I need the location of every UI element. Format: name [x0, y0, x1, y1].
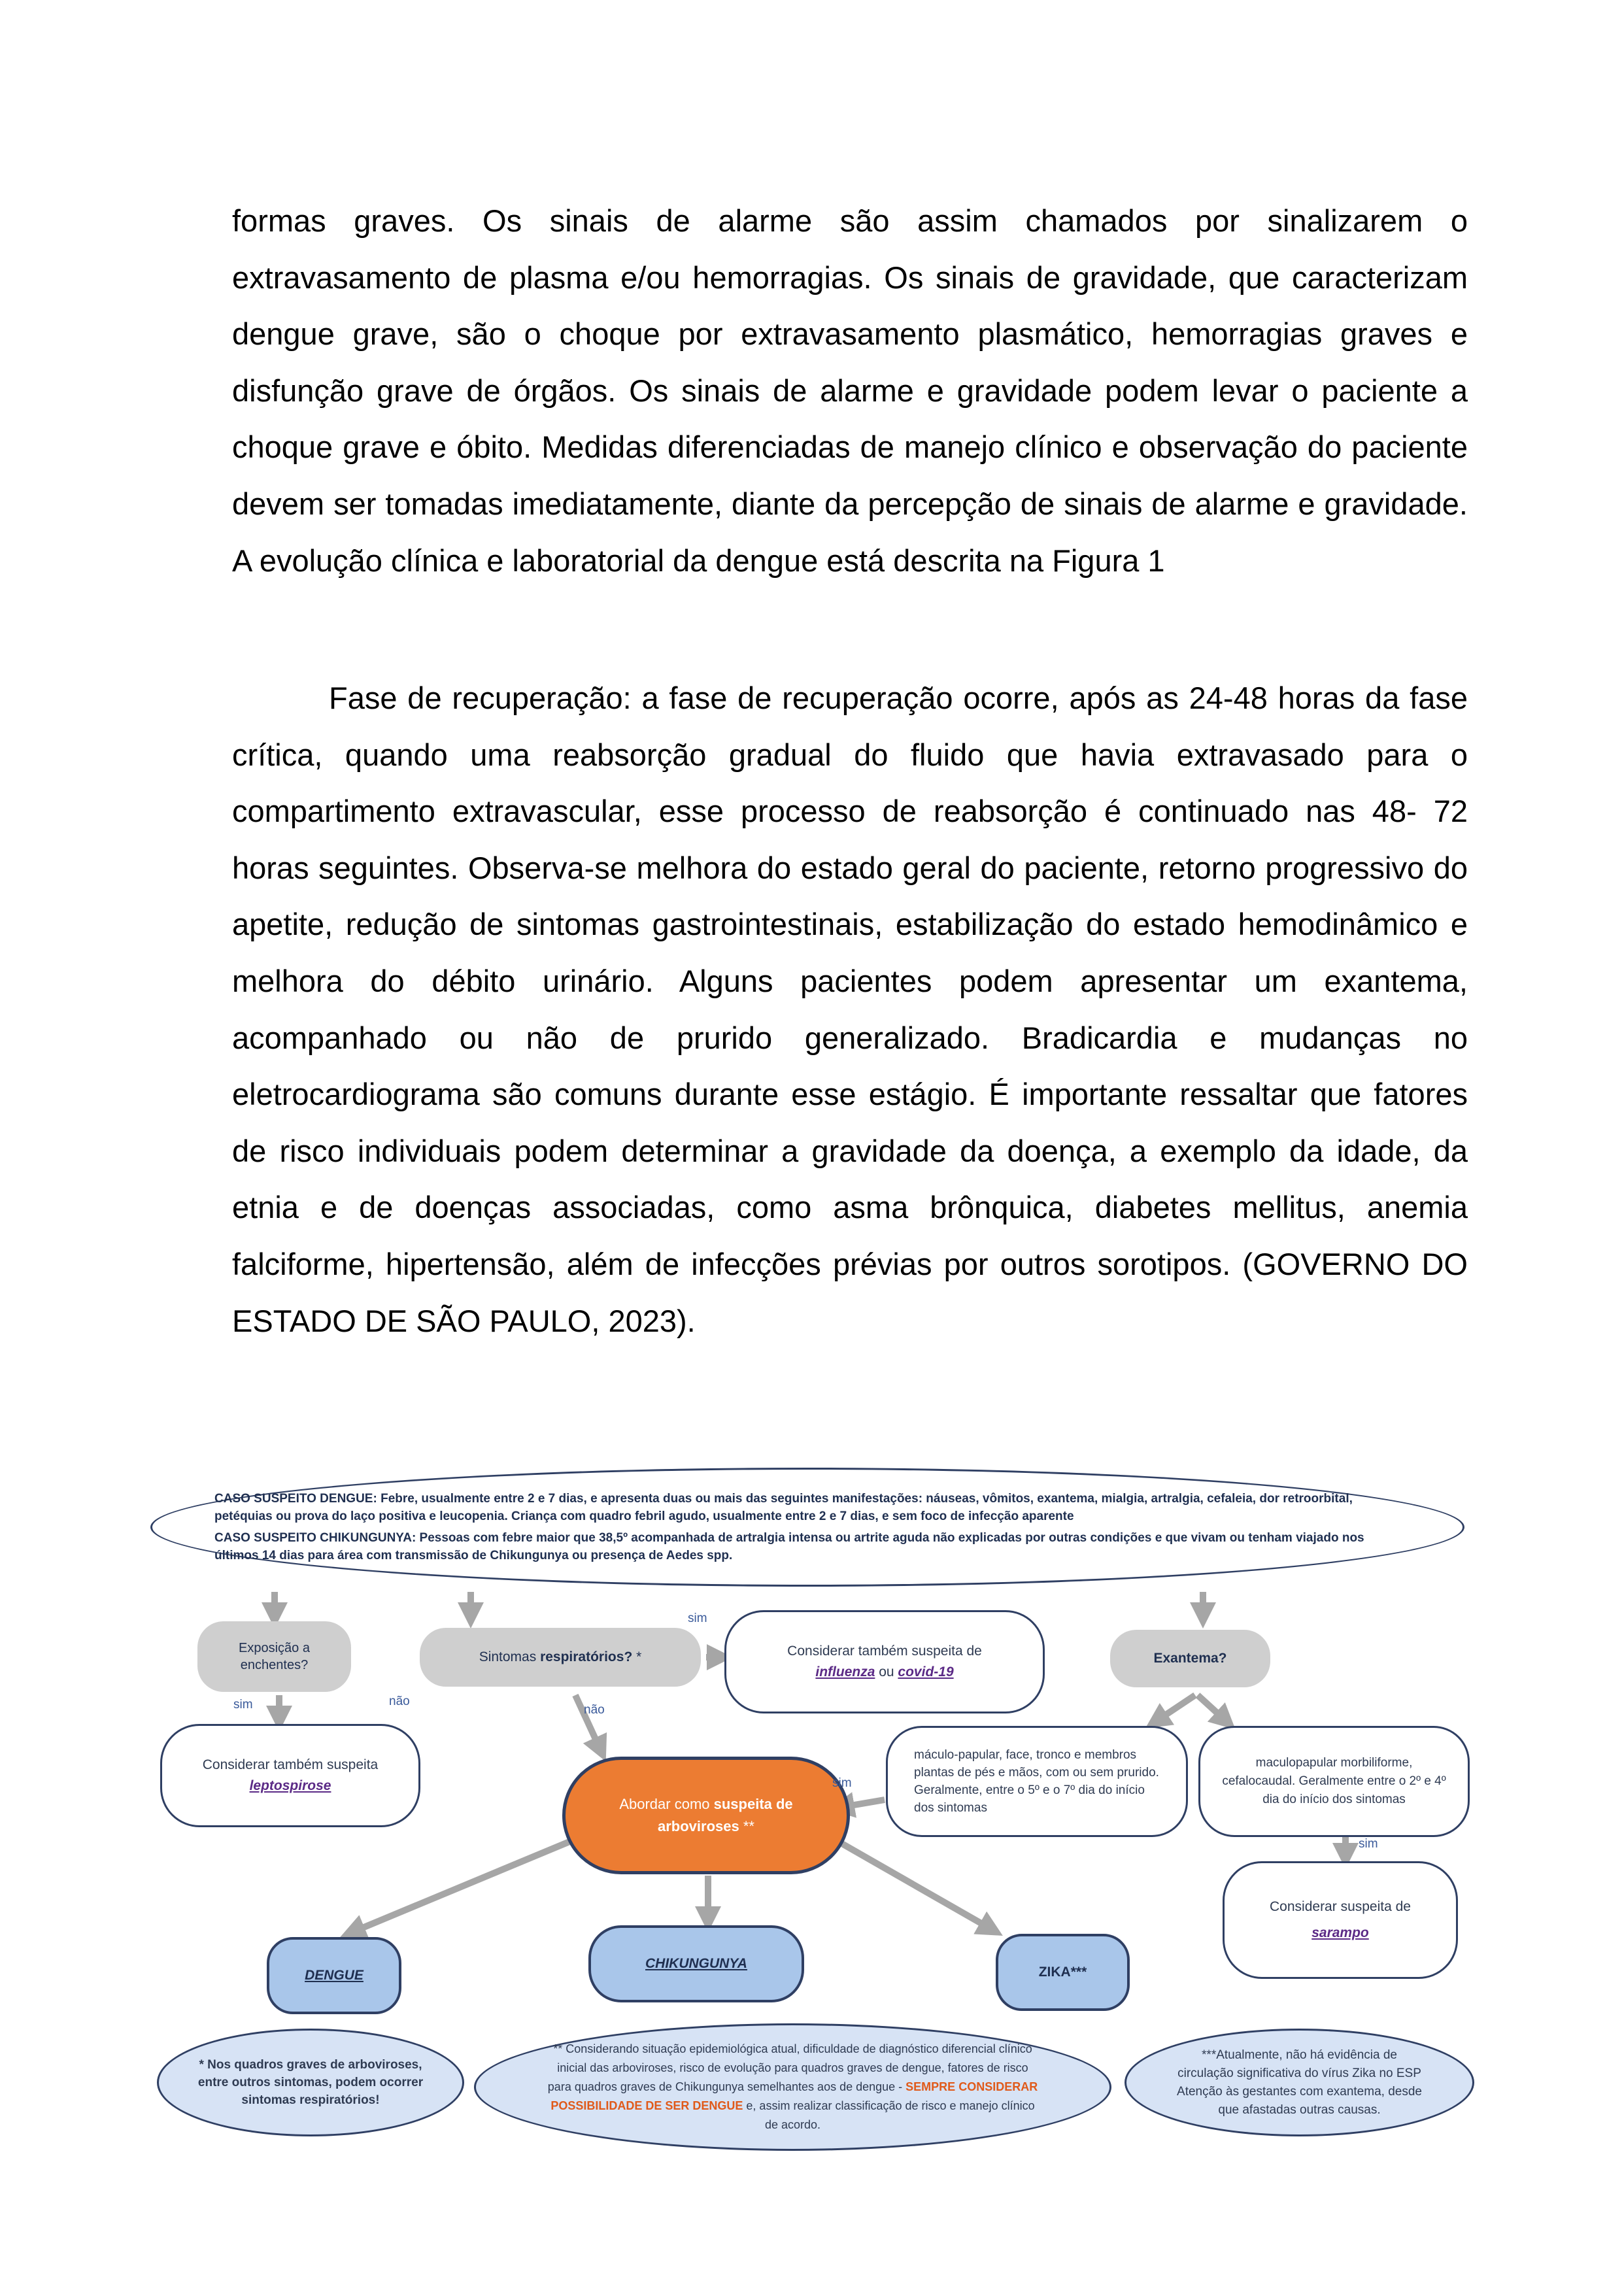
sarampo-link[interactable]: sarampo	[1311, 1925, 1369, 1940]
arrow-abordar-to-zika	[827, 1835, 994, 1931]
sintomas-suffix: *	[632, 1649, 642, 1664]
covid-link[interactable]: covid-19	[898, 1664, 954, 1679]
chikungunya-box	[588, 1925, 804, 2002]
paragraph-2: Fase de recuperação: a fase de recuperação ocorre, após as 24-48 horas da fase crítica, quando uma reabsorção gradual do fluido que havia extravasado para o compartimento extravascular, esse processo de reabsorção é continuado nas 48- 72 horas seguintes. Observa-se melhora do estado geral do paciente, retorno progressivo do apetite, redução de sintomas gastrointestinais, estabilização do estado hemodinâmico e melhora do débito urinário. Alguns pacientes podem apresentar um exantema, acompanhado ou não de prurido generalizado. Bradicardia e mudanças no eletrocardiograma são comuns durante esse estágio. É importante ressaltar que fatores de risco individuais podem determinar a gravidade da doença, a exemplo da idade, da etnia e de doenças associadas, como asma brônquica, diabetes mellitus, anemia falciforme, hipertensão, além de infecções prévias por outros sorotipos. (GOVERNO DO ESTADO DE SÃO PAULO, 2023).	[232, 681, 1468, 1338]
sintomas-text: Sintomas	[479, 1649, 541, 1664]
note-dengue-suffix: e, assim realizar classificação de risco e manejo clínico de acordo.	[743, 2099, 1035, 2131]
label-nao-sintomas: não	[584, 1703, 605, 1717]
exantema-text: Exantema?	[1153, 1651, 1227, 1666]
label-sim-sarampo: sim	[1359, 1837, 1378, 1851]
note-zika	[1125, 2029, 1474, 2136]
influenza-link[interactable]: influenza	[815, 1664, 875, 1679]
lepto-box	[160, 1724, 420, 1827]
abordar-bold: suspeita de arboviroses	[658, 1796, 793, 1834]
arrow-abordar-to-dengue	[350, 1834, 588, 1933]
zika-box	[996, 1934, 1130, 2011]
dengue-case-text: Febre, usualmente entre 2 e 7 dias, e apresenta duas ou mais das seguintes manifestações: náuseas, vômitos, exantema, mialgia, artralgia, cefaleia, dor retroorbital, petéquias ou prova do laço positiva e leucopenia. Criança com quadro febril agudo, usualmente entre 2 e 7 dias, e sem foco de infecção aparente	[214, 1492, 1353, 1523]
arrow-exantema-to-morbili	[1198, 1695, 1228, 1723]
figure-flowchart	[144, 1461, 1484, 2164]
sintomas-bold: respiratórios?	[540, 1649, 633, 1664]
influenza-line1: Considerar também suspeita de	[787, 1644, 982, 1659]
abordar-text: Abordar como	[619, 1796, 714, 1812]
note-dengue-red: SEMPRE CONSIDERAR POSSIBILIDADE DE SER DENGUE	[550, 2080, 1038, 2112]
dengue-case-label: CASO SUSPEITO DENGUE:	[214, 1492, 377, 1506]
label-nao-exposicao: não	[389, 1695, 410, 1708]
abordar-box	[562, 1757, 850, 1874]
lepto-link[interactable]: leptospirose	[249, 1778, 331, 1793]
note-respiratory-text: * Nos quadros graves de arboviroses, entre outros sintomas, podem ocorrer sintomas respiratórios!	[197, 2058, 424, 2107]
abordar-suffix: **	[739, 1818, 754, 1834]
maculo-text: máculo-papular, face, tronco e membros plantas de pés e mãos, com ou sem prurido. Geralmente, entre o 5º e o 7º dia do início dos sintomas	[914, 1748, 1159, 1815]
chik-case-text: Pessoas com febre maior que 38,5º acompanhada de artralgia intensa ou artrite aguda não explicadas por outras condições e que vivam ou tenham viajado nos últimos 14 dias para área com transmissão de Chikungunya ou presença de Aedes spp.	[214, 1531, 1364, 1562]
exposicao-line2: enchentes?	[240, 1658, 309, 1672]
morbili-box	[1198, 1726, 1470, 1837]
maculo-box	[886, 1726, 1188, 1837]
note-dengue-text: ** Considerando situação epidemiológica atual, dificuldade de diagnóstico diferencial clínico inicial das arboviroses, risco de evolução para quadros graves de dengue, fatores de risco para quadros graves de Chikungunya semelhantes aos de dengue -	[547, 2042, 1032, 2093]
exposicao-line1: Exposição a	[239, 1641, 310, 1655]
sarampo-box	[1223, 1861, 1458, 1979]
label-sim-maculo: sim	[832, 1776, 852, 1790]
sarampo-line1: Considerar suspeita de	[1270, 1899, 1411, 1914]
exantema-box	[1110, 1630, 1270, 1687]
zika-label: ZIKA***	[1038, 1965, 1087, 1980]
dengue-label: DENGUE	[305, 1968, 364, 1983]
chik-case-label: CASO SUSPEITO CHIKUNGUNYA:	[214, 1531, 416, 1545]
influenza-box	[724, 1610, 1045, 1713]
label-sim-influenza: sim	[688, 1611, 707, 1625]
dengue-box	[267, 1937, 401, 2014]
morbili-text: maculopapular morbiliforme, cefalocaudal. Geralmente entre o 2º e 4º dia do início dos sintomas	[1222, 1756, 1446, 1806]
note-dengue	[474, 2023, 1111, 2151]
label-sim-lepto: sim	[233, 1698, 253, 1712]
note-zika-text: ***Atualmente, não há evidência de circulação significativa do vírus Zika no ESP Atenção às gestantes com exantema, desde que afastadas outras causas.	[1177, 2048, 1422, 2117]
suspect-case-box	[150, 1468, 1464, 1587]
influenza-mid: ou	[875, 1664, 898, 1679]
paragraph-1: formas graves. Os sinais de alarme são assim chamados por sinalizarem o extravasamento de plasma e/ou hemorragias. Os sinais de gravidade, que caracterizam dengue grave, são o choque por extravasamento plasmático, hemorragias graves e disfunção grave de órgãos. Os sinais de alarme e gravidade podem levar o paciente a choque grave e óbito. Medidas diferenciadas de manejo clínico e observação do paciente devem ser tomadas imediatamente, diante da percepção de sinais de alarme e gravidade. A evolução clínica e laboratorial da dengue está descrita na Figura 1	[232, 203, 1468, 578]
sintomas-box	[420, 1628, 701, 1687]
lepto-line1: Considerar também suspeita	[202, 1757, 379, 1772]
arrow-exantema-to-maculo	[1154, 1695, 1195, 1723]
exposicao-box	[197, 1621, 351, 1692]
chikungunya-label: CHIKUNGUNYA	[645, 1956, 747, 1971]
note-respiratory	[157, 2029, 464, 2136]
